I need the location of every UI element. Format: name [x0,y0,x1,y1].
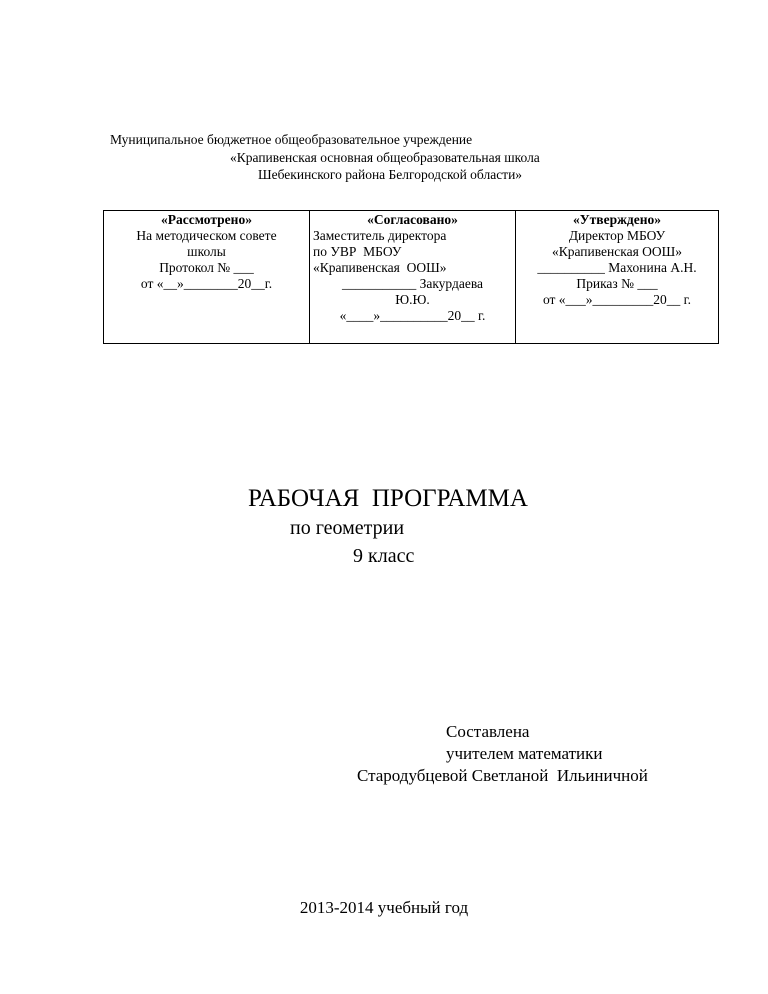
program-title: РАБОЧАЯ ПРОГРАММА [248,485,528,512]
header-line-2: «Крапивенская основная общеобразовательная школа [230,150,540,165]
reviewed-cell [104,211,310,344]
author-name: Стародубцевой Светланой Ильиничной [357,766,648,785]
approved-line: __________ Махонина А.Н. [537,260,697,275]
agreed-line: Заместитель директора [313,228,447,243]
header-line-1: Муниципальное бюджетное общеобразовательное учреждение [110,132,473,147]
program-subject: по геометрии [290,517,405,539]
header-line-3: Шебекинского района Белгородской области» [258,167,523,182]
approved-cell [516,211,719,344]
approved-line: от «___»_________20__ г. [542,292,692,307]
program-grade: 9 класс [353,545,415,567]
author-compiled: Составлена [446,722,530,741]
reviewed-line: Протокол № ___ [159,260,254,275]
author-role: учителем математики [446,744,603,763]
reviewed-title: «Рассмотрено» [161,212,252,227]
approved-title: «Утверждено» [573,212,661,227]
approved-line: Директор МБОУ [568,228,666,243]
agreed-line: Ю.Ю. [395,292,430,307]
reviewed-line: На методическом совете [136,228,277,243]
agreed-line: ___________ Закурдаева [341,276,484,291]
approvals-table [103,210,719,344]
agreed-line: «____»__________20__ г. [339,308,486,323]
agreed-line: по УВР МБОУ [313,244,402,259]
academic-year: 2013-2014 учебный год [299,898,469,917]
approved-line: «Крапивенская ООШ» [551,244,683,259]
agreed-title: «Согласовано» [367,212,458,227]
agreed-line: «Крапивенская ООШ» [313,260,447,275]
reviewed-line: от «__»________20__г. [140,276,273,291]
approved-line: Приказ № ___ [576,276,658,291]
agreed-cell [310,211,516,344]
reviewed-line: школы [187,244,226,259]
